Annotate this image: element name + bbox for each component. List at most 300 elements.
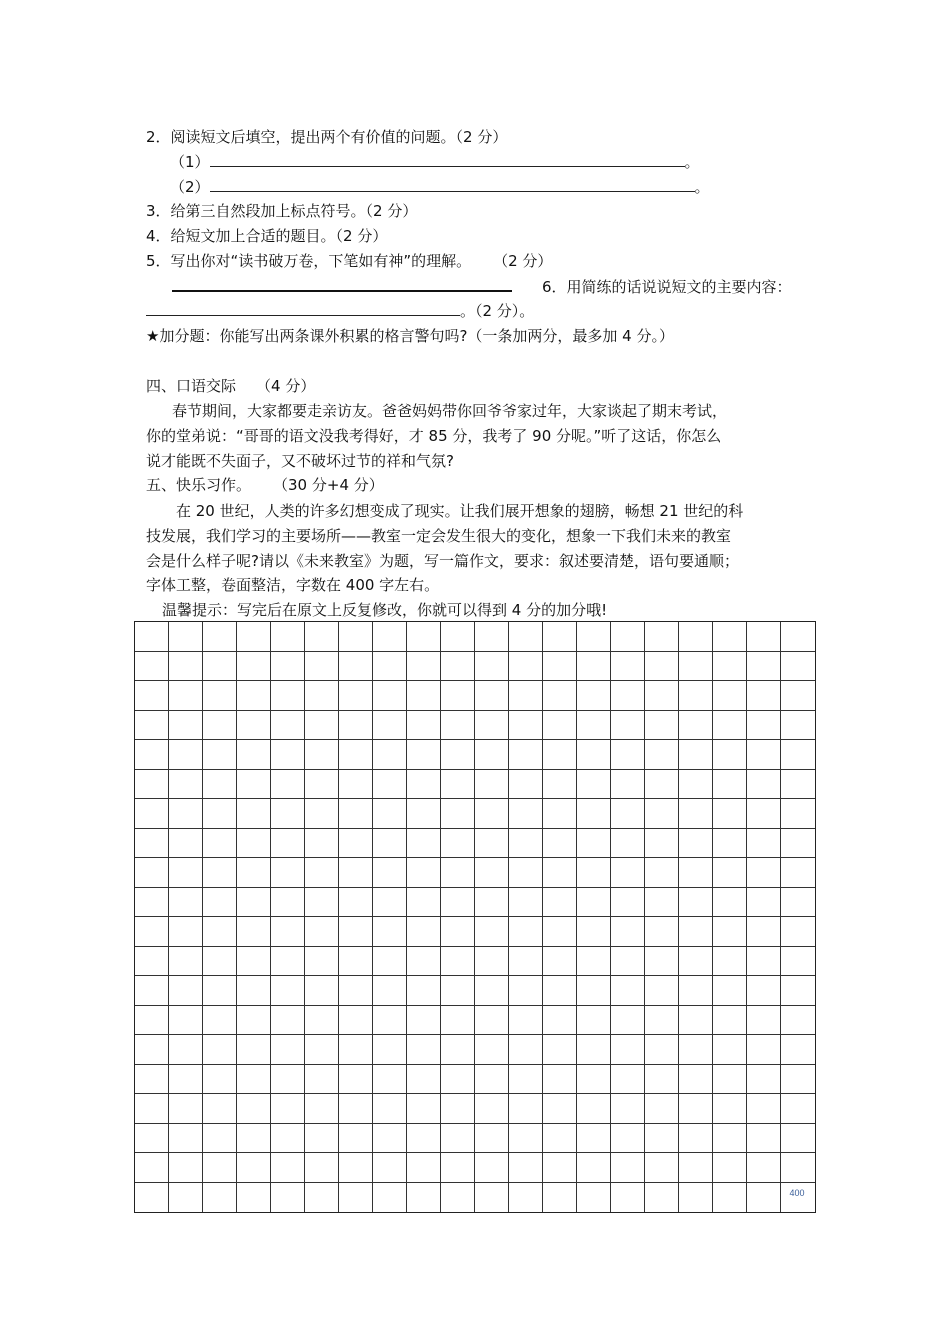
grid-cell[interactable] [645, 947, 679, 977]
grid-cell[interactable] [713, 976, 747, 1006]
grid-cell[interactable] [339, 622, 373, 652]
grid-cell[interactable] [645, 1006, 679, 1036]
grid-cell[interactable] [679, 858, 713, 888]
grid-cell[interactable] [339, 1094, 373, 1124]
grid-cell[interactable] [271, 681, 305, 711]
grid-cell[interactable] [509, 770, 543, 800]
grid-cell[interactable] [475, 888, 509, 918]
grid-cell[interactable] [645, 799, 679, 829]
grid-cell[interactable] [305, 1124, 339, 1154]
grid-cell[interactable] [577, 740, 611, 770]
answer-blank-1[interactable] [210, 152, 685, 167]
grid-cell[interactable] [169, 799, 203, 829]
grid-cell[interactable] [577, 888, 611, 918]
grid-cell[interactable] [543, 1124, 577, 1154]
grid-cell[interactable] [169, 1065, 203, 1095]
grid-cell[interactable] [271, 947, 305, 977]
grid-cell[interactable] [611, 947, 645, 977]
grid-cell[interactable] [475, 976, 509, 1006]
grid-cell[interactable] [203, 711, 237, 741]
grid-cell[interactable] [543, 858, 577, 888]
grid-cell[interactable] [339, 1006, 373, 1036]
grid-cell[interactable] [679, 947, 713, 977]
grid-cell[interactable] [577, 1183, 611, 1213]
grid-cell[interactable] [135, 858, 169, 888]
grid-cell[interactable] [407, 1065, 441, 1095]
grid-cell[interactable] [339, 740, 373, 770]
grid-cell[interactable] [611, 1124, 645, 1154]
grid-cell[interactable] [679, 1006, 713, 1036]
grid-cell[interactable] [713, 1153, 747, 1183]
grid-cell[interactable] [169, 1183, 203, 1213]
grid-cell[interactable] [577, 858, 611, 888]
grid-cell[interactable] [339, 1065, 373, 1095]
grid-cell[interactable] [237, 799, 271, 829]
grid-cell[interactable] [577, 947, 611, 977]
grid-cell[interactable] [611, 622, 645, 652]
grid-cell[interactable] [407, 711, 441, 741]
grid-cell[interactable] [645, 1094, 679, 1124]
grid-cell[interactable] [237, 1124, 271, 1154]
grid-cell[interactable] [169, 740, 203, 770]
grid-cell[interactable] [475, 858, 509, 888]
grid-cell[interactable] [271, 740, 305, 770]
grid-cell[interactable] [475, 1124, 509, 1154]
grid-cell[interactable] [373, 858, 407, 888]
grid-cell[interactable] [509, 652, 543, 682]
grid-cell[interactable] [679, 1065, 713, 1095]
grid-cell[interactable] [203, 1183, 237, 1213]
grid-cell[interactable] [611, 770, 645, 800]
grid-cell[interactable] [135, 1124, 169, 1154]
grid-cell[interactable] [611, 711, 645, 741]
grid-cell[interactable] [475, 799, 509, 829]
grid-cell[interactable] [611, 1183, 645, 1213]
grid-cell[interactable] [475, 1153, 509, 1183]
grid-cell[interactable] [237, 976, 271, 1006]
grid-cell[interactable] [305, 1183, 339, 1213]
grid-cell[interactable] [339, 1035, 373, 1065]
grid-cell[interactable] [509, 1094, 543, 1124]
grid-cell[interactable] [747, 1065, 781, 1095]
grid-cell[interactable] [679, 976, 713, 1006]
grid-cell[interactable] [407, 799, 441, 829]
grid-cell[interactable] [407, 888, 441, 918]
grid-cell[interactable] [237, 947, 271, 977]
grid-cell[interactable] [237, 1006, 271, 1036]
grid-cell[interactable] [441, 652, 475, 682]
grid-cell[interactable] [577, 652, 611, 682]
grid-cell[interactable] [237, 1153, 271, 1183]
grid-cell[interactable] [203, 1006, 237, 1036]
grid-cell[interactable] [679, 711, 713, 741]
grid-cell[interactable] [203, 652, 237, 682]
grid-cell[interactable] [475, 947, 509, 977]
grid-cell[interactable] [577, 917, 611, 947]
grid-cell[interactable] [441, 740, 475, 770]
grid-cell[interactable] [543, 1006, 577, 1036]
grid-cell[interactable] [237, 770, 271, 800]
grid-cell[interactable] [237, 1094, 271, 1124]
grid-cell[interactable] [679, 622, 713, 652]
grid-cell[interactable] [237, 740, 271, 770]
grid-cell[interactable] [747, 829, 781, 859]
grid-cell[interactable] [679, 1124, 713, 1154]
grid-cell[interactable] [407, 770, 441, 800]
grid-cell[interactable] [611, 1006, 645, 1036]
grid-cell[interactable] [543, 947, 577, 977]
grid-cell[interactable] [407, 1124, 441, 1154]
grid-cell[interactable] [373, 740, 407, 770]
grid-cell[interactable] [645, 740, 679, 770]
grid-cell[interactable] [509, 681, 543, 711]
grid-cell[interactable] [645, 681, 679, 711]
grid-cell[interactable] [169, 829, 203, 859]
grid-cell[interactable] [747, 1035, 781, 1065]
grid-cell[interactable] [203, 888, 237, 918]
grid-cell[interactable] [543, 1183, 577, 1213]
grid-cell[interactable] [271, 1124, 305, 1154]
grid-cell[interactable] [271, 770, 305, 800]
grid-cell[interactable] [543, 1094, 577, 1124]
grid-cell[interactable] [781, 947, 815, 977]
grid-cell[interactable] [611, 1035, 645, 1065]
grid-cell[interactable] [305, 1094, 339, 1124]
grid-cell[interactable] [305, 799, 339, 829]
grid-cell[interactable] [475, 711, 509, 741]
grid-cell[interactable] [645, 1124, 679, 1154]
grid-cell[interactable] [169, 711, 203, 741]
grid-cell[interactable] [645, 1183, 679, 1213]
grid-cell[interactable] [781, 917, 815, 947]
grid-cell[interactable] [339, 947, 373, 977]
grid-cell[interactable] [407, 947, 441, 977]
grid-cell[interactable] [543, 1065, 577, 1095]
grid-cell[interactable] [203, 829, 237, 859]
grid-cell[interactable] [135, 681, 169, 711]
grid-cell[interactable] [339, 829, 373, 859]
grid-cell[interactable] [645, 622, 679, 652]
grid-cell[interactable] [407, 652, 441, 682]
grid-cell[interactable] [373, 829, 407, 859]
grid-cell[interactable] [781, 829, 815, 859]
grid-cell[interactable] [237, 622, 271, 652]
grid-cell[interactable] [203, 1094, 237, 1124]
grid-cell[interactable] [747, 1124, 781, 1154]
grid-cell[interactable] [577, 1065, 611, 1095]
grid-cell[interactable] [781, 622, 815, 652]
grid-cell[interactable] [543, 740, 577, 770]
grid-cell[interactable] [781, 711, 815, 741]
grid-cell[interactable] [135, 711, 169, 741]
grid-cell[interactable] [271, 799, 305, 829]
grid-cell[interactable] [407, 829, 441, 859]
grid-cell[interactable] [475, 1006, 509, 1036]
grid-cell[interactable] [611, 799, 645, 829]
grid-cell[interactable] [135, 1094, 169, 1124]
grid-cell[interactable] [747, 1153, 781, 1183]
grid-cell[interactable] [237, 1065, 271, 1095]
grid-cell[interactable] [611, 858, 645, 888]
grid-cell[interactable] [441, 976, 475, 1006]
grid-cell[interactable] [713, 1094, 747, 1124]
grid-cell[interactable] [373, 770, 407, 800]
grid-cell[interactable] [305, 1006, 339, 1036]
grid-cell[interactable] [441, 947, 475, 977]
grid-cell[interactable] [135, 652, 169, 682]
grid-cell[interactable] [441, 829, 475, 859]
grid-cell[interactable] [713, 1065, 747, 1095]
grid-cell[interactable] [373, 1035, 407, 1065]
grid-cell[interactable] [203, 1153, 237, 1183]
grid-cell[interactable] [781, 799, 815, 829]
grid-cell[interactable] [373, 1094, 407, 1124]
grid-cell[interactable] [373, 1153, 407, 1183]
grid-cell[interactable] [339, 770, 373, 800]
grid-cell[interactable] [747, 799, 781, 829]
grid-cell[interactable] [509, 1035, 543, 1065]
grid-cell[interactable] [611, 1153, 645, 1183]
grid-cell[interactable] [407, 1094, 441, 1124]
grid-cell[interactable] [747, 740, 781, 770]
grid-cell[interactable] [305, 917, 339, 947]
grid-cell[interactable] [373, 1065, 407, 1095]
grid-cell[interactable] [475, 917, 509, 947]
grid-cell[interactable] [543, 770, 577, 800]
grid-cell[interactable] [645, 711, 679, 741]
grid-cell[interactable] [543, 622, 577, 652]
grid-cell[interactable] [543, 1035, 577, 1065]
grid-cell[interactable] [475, 1035, 509, 1065]
grid-cell[interactable] [577, 799, 611, 829]
grid-cell[interactable] [475, 770, 509, 800]
grid-cell[interactable] [713, 1124, 747, 1154]
grid-cell[interactable] [509, 976, 543, 1006]
grid-cell[interactable] [441, 1065, 475, 1095]
grid-cell[interactable] [407, 1183, 441, 1213]
grid-cell[interactable] [611, 829, 645, 859]
grid-cell[interactable] [781, 1124, 815, 1154]
grid-cell[interactable] [577, 770, 611, 800]
grid-cell[interactable] [305, 829, 339, 859]
grid-cell[interactable] [645, 829, 679, 859]
grid-cell[interactable] [237, 917, 271, 947]
grid-cell[interactable] [679, 740, 713, 770]
grid-cell[interactable] [577, 1153, 611, 1183]
grid-cell[interactable] [713, 740, 747, 770]
grid-cell[interactable] [305, 1035, 339, 1065]
grid-cell[interactable] [543, 799, 577, 829]
grid-cell[interactable] [781, 770, 815, 800]
grid-cell[interactable] [305, 740, 339, 770]
grid-cell[interactable] [373, 917, 407, 947]
grid-cell[interactable] [237, 829, 271, 859]
grid-cell[interactable] [543, 829, 577, 859]
grid-cell[interactable] [509, 622, 543, 652]
grid-cell[interactable] [407, 1006, 441, 1036]
grid-cell[interactable] [509, 917, 543, 947]
grid-cell[interactable] [271, 1006, 305, 1036]
grid-cell[interactable] [781, 976, 815, 1006]
grid-cell[interactable] [339, 681, 373, 711]
grid-cell[interactable] [407, 622, 441, 652]
grid-cell[interactable] [781, 740, 815, 770]
grid-cell[interactable] [475, 652, 509, 682]
grid-cell[interactable] [509, 947, 543, 977]
grid-cell[interactable] [747, 1094, 781, 1124]
grid-cell[interactable] [747, 917, 781, 947]
grid-cell[interactable] [271, 622, 305, 652]
grid-cell[interactable] [271, 1035, 305, 1065]
grid-cell[interactable] [407, 917, 441, 947]
grid-cell[interactable] [577, 711, 611, 741]
grid-cell[interactable] [645, 1065, 679, 1095]
grid-cell[interactable] [713, 711, 747, 741]
grid-cell[interactable] [305, 976, 339, 1006]
grid-cell[interactable] [203, 1065, 237, 1095]
grid-cell[interactable] [577, 622, 611, 652]
grid-cell[interactable] [237, 888, 271, 918]
grid-cell[interactable] [169, 1153, 203, 1183]
grid-cell[interactable] [747, 711, 781, 741]
grid-cell[interactable] [577, 976, 611, 1006]
grid-cell[interactable] [339, 652, 373, 682]
grid-cell[interactable] [577, 829, 611, 859]
grid-cell[interactable] [747, 681, 781, 711]
grid-cell[interactable] [271, 1065, 305, 1095]
grid-cell[interactable] [237, 858, 271, 888]
grid-cell[interactable] [407, 1035, 441, 1065]
grid-cell[interactable] [781, 1006, 815, 1036]
grid-cell[interactable] [747, 1183, 781, 1213]
grid-cell[interactable] [441, 917, 475, 947]
grid-cell[interactable] [305, 858, 339, 888]
grid-cell[interactable] [441, 770, 475, 800]
grid-cell[interactable] [441, 1006, 475, 1036]
grid-cell[interactable] [135, 799, 169, 829]
grid-cell[interactable] [169, 1035, 203, 1065]
grid-cell[interactable] [169, 888, 203, 918]
grid-cell[interactable] [373, 947, 407, 977]
grid-cell[interactable] [169, 1124, 203, 1154]
grid-cell[interactable] [169, 770, 203, 800]
grid-cell[interactable] [475, 1094, 509, 1124]
grid-cell[interactable] [373, 711, 407, 741]
grid-cell[interactable] [713, 799, 747, 829]
grid-cell[interactable] [271, 858, 305, 888]
grid-cell[interactable] [713, 917, 747, 947]
grid-cell[interactable] [577, 1035, 611, 1065]
grid-cell[interactable] [509, 1153, 543, 1183]
grid-cell[interactable] [169, 622, 203, 652]
grid-cell[interactable] [441, 858, 475, 888]
grid-cell[interactable] [169, 1094, 203, 1124]
grid-cell[interactable] [475, 740, 509, 770]
grid-cell[interactable] [475, 622, 509, 652]
grid-cell[interactable] [169, 947, 203, 977]
grid-cell[interactable] [509, 799, 543, 829]
grid-cell[interactable] [441, 799, 475, 829]
grid-cell[interactable] [713, 681, 747, 711]
grid-cell[interactable] [475, 1183, 509, 1213]
grid-cell[interactable] [271, 1094, 305, 1124]
grid-cell[interactable] [713, 829, 747, 859]
grid-cell[interactable] [781, 858, 815, 888]
grid-cell[interactable] [237, 681, 271, 711]
grid-cell[interactable] [135, 740, 169, 770]
grid-cell[interactable] [305, 888, 339, 918]
grid-cell[interactable] [611, 917, 645, 947]
grid-cell[interactable] [713, 652, 747, 682]
grid-cell[interactable] [237, 1183, 271, 1213]
grid-cell[interactable] [645, 858, 679, 888]
grid-cell[interactable] [611, 681, 645, 711]
grid-cell[interactable] [577, 1124, 611, 1154]
grid-cell[interactable] [509, 888, 543, 918]
grid-cell[interactable] [747, 770, 781, 800]
grid-cell[interactable] [577, 1006, 611, 1036]
grid-cell[interactable] [679, 652, 713, 682]
grid-cell[interactable] [373, 888, 407, 918]
grid-cell[interactable] [543, 976, 577, 1006]
grid-cell[interactable] [543, 652, 577, 682]
grid-cell[interactable] [305, 947, 339, 977]
grid-cell[interactable] [271, 976, 305, 1006]
grid-cell[interactable] [509, 1006, 543, 1036]
grid-cell[interactable] [645, 888, 679, 918]
grid-cell[interactable] [577, 1094, 611, 1124]
grid-cell[interactable] [543, 711, 577, 741]
grid-cell[interactable] [305, 770, 339, 800]
grid-cell[interactable] [271, 1183, 305, 1213]
grid-cell[interactable] [203, 740, 237, 770]
grid-cell[interactable] [135, 947, 169, 977]
grid-cell[interactable] [475, 829, 509, 859]
grid-cell[interactable] [169, 917, 203, 947]
grid-cell[interactable] [713, 1035, 747, 1065]
grid-cell[interactable] [475, 1065, 509, 1095]
grid-cell[interactable] [373, 1006, 407, 1036]
grid-cell[interactable] [373, 681, 407, 711]
grid-cell[interactable] [203, 947, 237, 977]
grid-cell[interactable] [305, 681, 339, 711]
grid-cell[interactable] [781, 681, 815, 711]
grid-cell[interactable] [645, 917, 679, 947]
grid-cell[interactable] [135, 1183, 169, 1213]
grid-cell[interactable] [679, 917, 713, 947]
grid-cell[interactable] [679, 799, 713, 829]
grid-cell[interactable] [373, 799, 407, 829]
grid-cell[interactable] [781, 1153, 815, 1183]
answer-blank-2[interactable] [210, 177, 695, 192]
grid-cell[interactable] [645, 770, 679, 800]
grid-cell[interactable] [373, 976, 407, 1006]
grid-cell[interactable] [509, 858, 543, 888]
grid-cell[interactable] [169, 681, 203, 711]
grid-cell[interactable] [509, 829, 543, 859]
grid-cell[interactable] [135, 1006, 169, 1036]
grid-cell[interactable] [543, 681, 577, 711]
grid-cell[interactable] [441, 888, 475, 918]
grid-cell[interactable] [441, 681, 475, 711]
grid-cell[interactable] [475, 681, 509, 711]
grid-cell[interactable] [271, 888, 305, 918]
grid-cell[interactable] [543, 917, 577, 947]
grid-cell[interactable] [407, 681, 441, 711]
answer-blank-6[interactable] [146, 301, 460, 316]
grid-cell[interactable] [339, 917, 373, 947]
grid-cell[interactable] [271, 1153, 305, 1183]
